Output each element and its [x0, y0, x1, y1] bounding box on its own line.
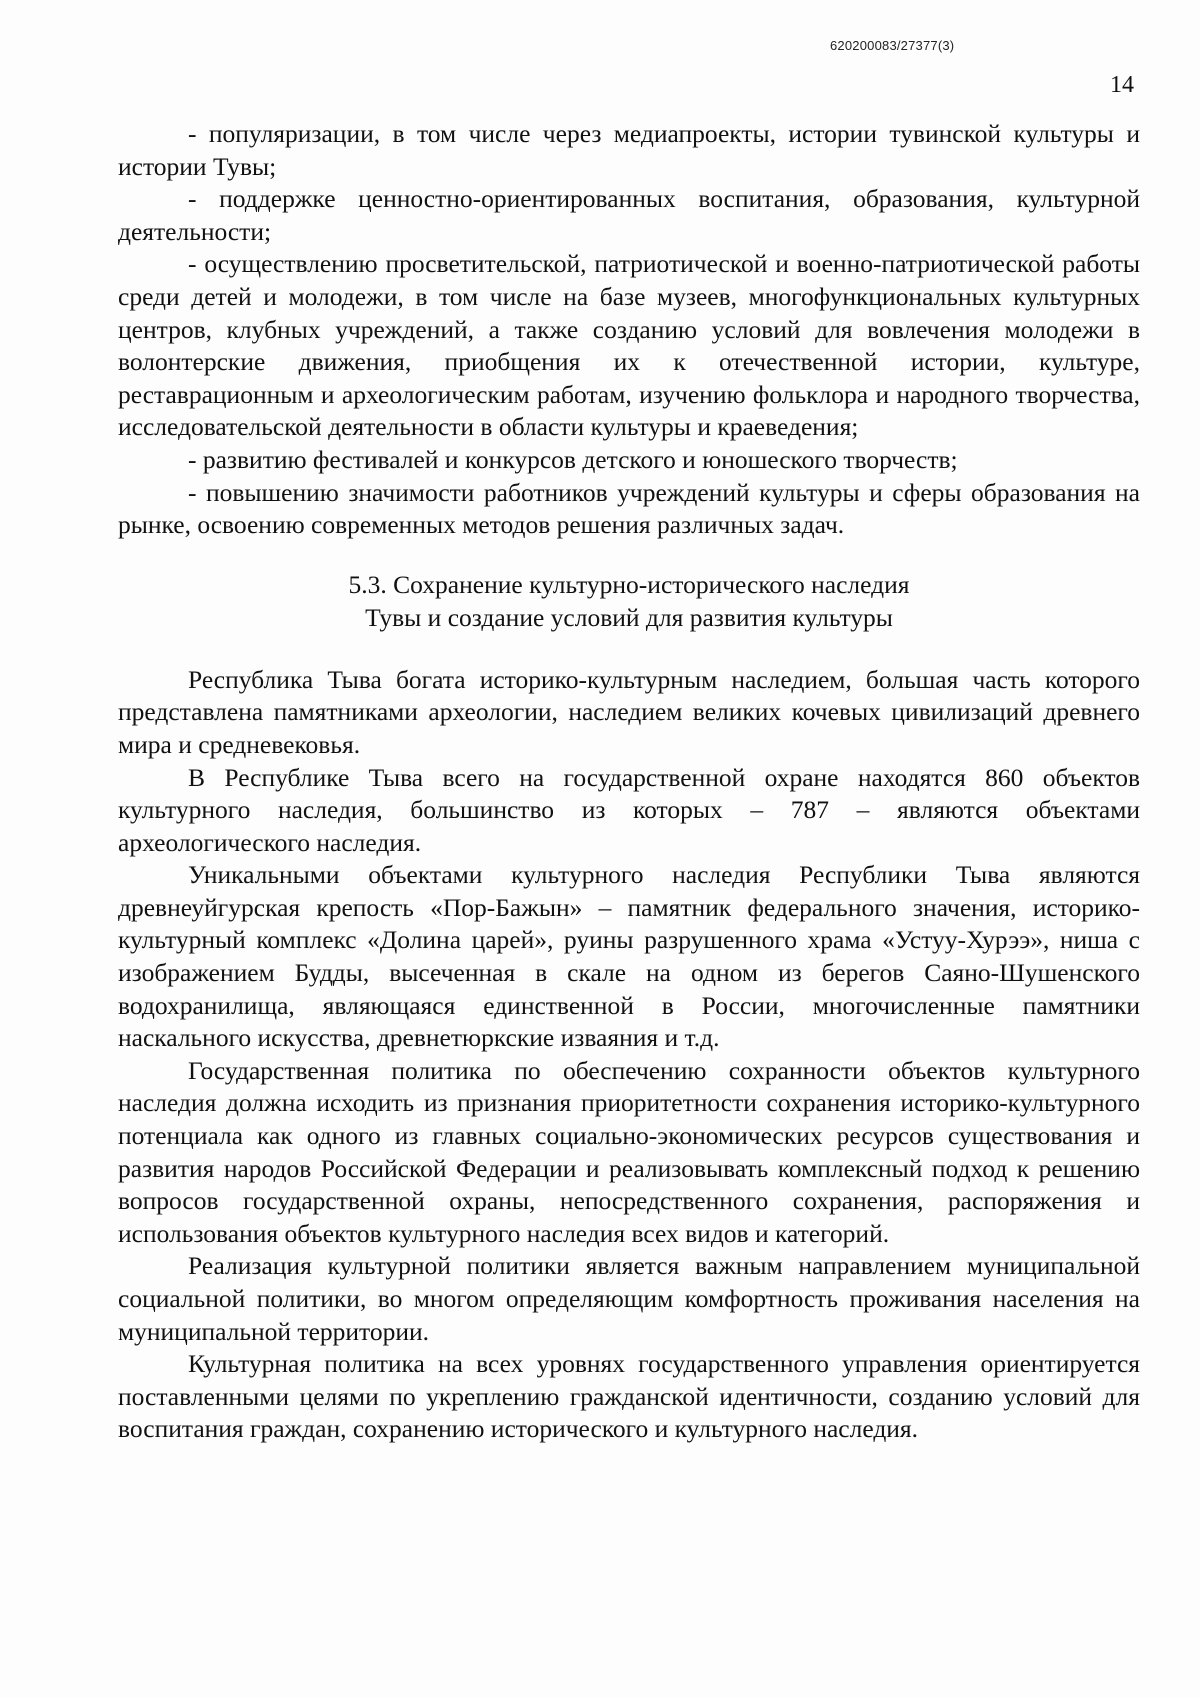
- section-title-line-1: 5.3. Сохранение культурно-исторического наследия: [348, 569, 910, 599]
- page-number: 14: [1110, 72, 1134, 98]
- paragraph: В Республике Тыва всего на государственной охране находятся 860 объектов культурного наследия, большинство из которых – 787 – являются объектами археологического наследия.: [118, 762, 1140, 857]
- list-item: - повышению значимости работников учреждений культуры и сферы образования на рынке, освоению современных методов решения различных задач.: [118, 477, 1140, 540]
- list-item: - развитию фестивалей и конкурсов детского и юношеского творчеств;: [188, 444, 958, 474]
- paragraph: Государственная политика по обеспечению сохранности объектов культурного наследия должна исходить из признания приоритетности сохранения историко-культурного потенциала как одного из главных социально-экономических ресурсов существования и развития народов Российской Федерации и реализовывать комплексный подход к решению вопросов государственной охраны, непосредственного сохранения, распоряжения и использования объектов культурного наследия всех видов и категорий.: [118, 1055, 1140, 1248]
- paragraph: Республика Тыва богата историко-культурным наследием, большая часть которого представлена памятниками археологии, наследием великих кочевых цивилизаций древнего мира и средневековья.: [118, 664, 1140, 759]
- list-item: - осуществлению просветительской, патриотической и военно-патриотической работы среди детей и молодежи, в том числе на базе музеев, многофункциональных культурных центров, клубных учреждений, а также созданию условий для вовлечения молодежи в волонтерские движения, приобщения их к отечественной истории, культуре, реставрационным и археологическим работам, изучению фольклора и народного творчества, исследовательской деятельности в области культуры и краеведения;: [118, 249, 1140, 442]
- section-title-line-2: Тувы и создание условий для развития культуры: [365, 602, 893, 632]
- document-body: [118, 118, 1140, 1446]
- list-item: - популяризации, в том числе через медиапроекты, истории тувинской культуры и истории Тувы;: [118, 119, 1140, 181]
- list-item: - поддержке ценностно-ориентированных воспитания, образования, культурной деятельности;: [118, 184, 1140, 246]
- paragraph: Уникальными объектами культурного наследия Республики Тыва являются древнеуйгурская крепость «Пор-Бажын» – памятник федерального значения, историко-культурный комплекс «Долина царей», руины разрушенного храма «Устуу-Хурээ», ниша с изображением Будды, высеченная в скале на одном из берегов Саяно-Шушенского водохранилища, являющаяся единственной в России, многочисленные памятники наскального искусства, древнетюркские изваяния и т.д.: [118, 860, 1140, 1053]
- paragraph: Реализация культурной политики является важным направлением муниципальной социальной политики, во многом определяющим комфортность проживания населения на муниципальной территории.: [118, 1251, 1140, 1346]
- section-heading: [118, 568, 1140, 634]
- paragraph: Культурная политика на всех уровнях государственного управления ориентируется поставленными целями по укреплению гражданской идентичности, созданию условий для воспитания граждан, сохранению исторического и культурного наследия.: [118, 1349, 1140, 1444]
- document-code: 620200083/27377(3): [830, 38, 955, 53]
